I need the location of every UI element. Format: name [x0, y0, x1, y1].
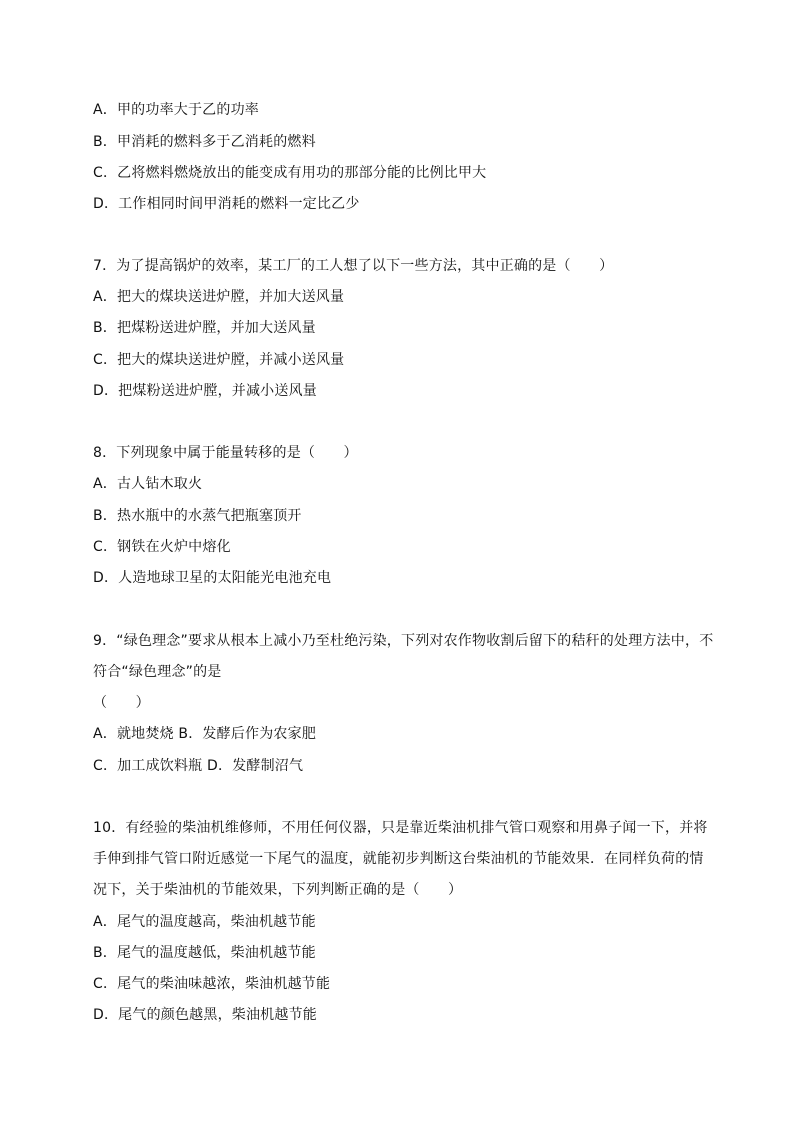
q10-option-c: C．尾气的柴油味越浓，柴油机越节能: [93, 976, 331, 992]
q8-option-d: D．人造地球卫星的太阳能光电池充电: [93, 570, 332, 586]
q7-option-c: C．把大的煤块送进炉膛，并减小送风量: [93, 352, 345, 368]
q10-option-d: D．尾气的颜色越黑，柴油机越节能: [93, 1007, 317, 1023]
q8-option-c: C．钢铁在火炉中熔化: [93, 539, 231, 555]
q7-stem: 7．为了提高锅炉的效率，某工厂的工人想了以下一些方法，其中正确的是（ ）: [93, 258, 614, 274]
q6-option-a: A．甲的功率大于乙的功率: [93, 102, 259, 118]
q10-option-a: A．尾气的温度越高，柴油机越节能: [93, 914, 316, 930]
q6-option-d: D．工作相同时间甲消耗的燃料一定比乙少: [93, 196, 360, 212]
q9-stem-line-2: 符合“绿色理念”的是: [93, 664, 222, 680]
q8-stem: 8．下列现象中属于能量转移的是（ ）: [93, 445, 358, 461]
q10-option-b: B．尾气的温度越低，柴油机越节能: [93, 945, 316, 961]
q6-option-c: C．乙将燃料燃烧放出的能变成有用功的那部分能的比例比甲大: [93, 165, 487, 181]
q10-stem-line-3: 况下，关于柴油机的节能效果，下列判断正确的是（ ）: [93, 882, 463, 898]
q6-option-b: B．甲消耗的燃料多于乙消耗的燃料: [93, 134, 316, 150]
q9-stem-line-1: 9．“绿色理念”要求从根本上减小乃至杜绝污染，下列对农作物收割后留下的秸秆的处理方法中，不: [93, 633, 714, 649]
q8-option-a: A．古人钻木取火: [93, 476, 203, 492]
q9-options-row-1: A．就地焚烧 B．发酵后作为农家肥: [93, 726, 317, 742]
q10-stem-line-1: 10．有经验的柴油机维修师，不用任何仪器，只是靠近柴油机排气管口观察和用鼻子闻一下，并将: [93, 820, 708, 836]
q7-option-d: D．把煤粉送进炉膛，并减小送风量: [93, 383, 317, 399]
q9-answer-blank: （ ）: [93, 695, 150, 711]
q7-option-b: B．把煤粉送进炉膛，并加大送风量: [93, 320, 316, 336]
q7-option-a: A．把大的煤块送进炉膛，并加大送风量: [93, 289, 345, 305]
q10-stem-line-2: 手伸到排气管口附近感觉一下尾气的温度，就能初步判断这台柴油机的节能效果．在同样负荷的情: [93, 851, 704, 867]
q8-option-b: B．热水瓶中的水蒸气把瓶塞顶开: [93, 508, 302, 524]
q9-options-row-2: C．加工成饮料瓶 D．发酵制沼气: [93, 758, 304, 774]
